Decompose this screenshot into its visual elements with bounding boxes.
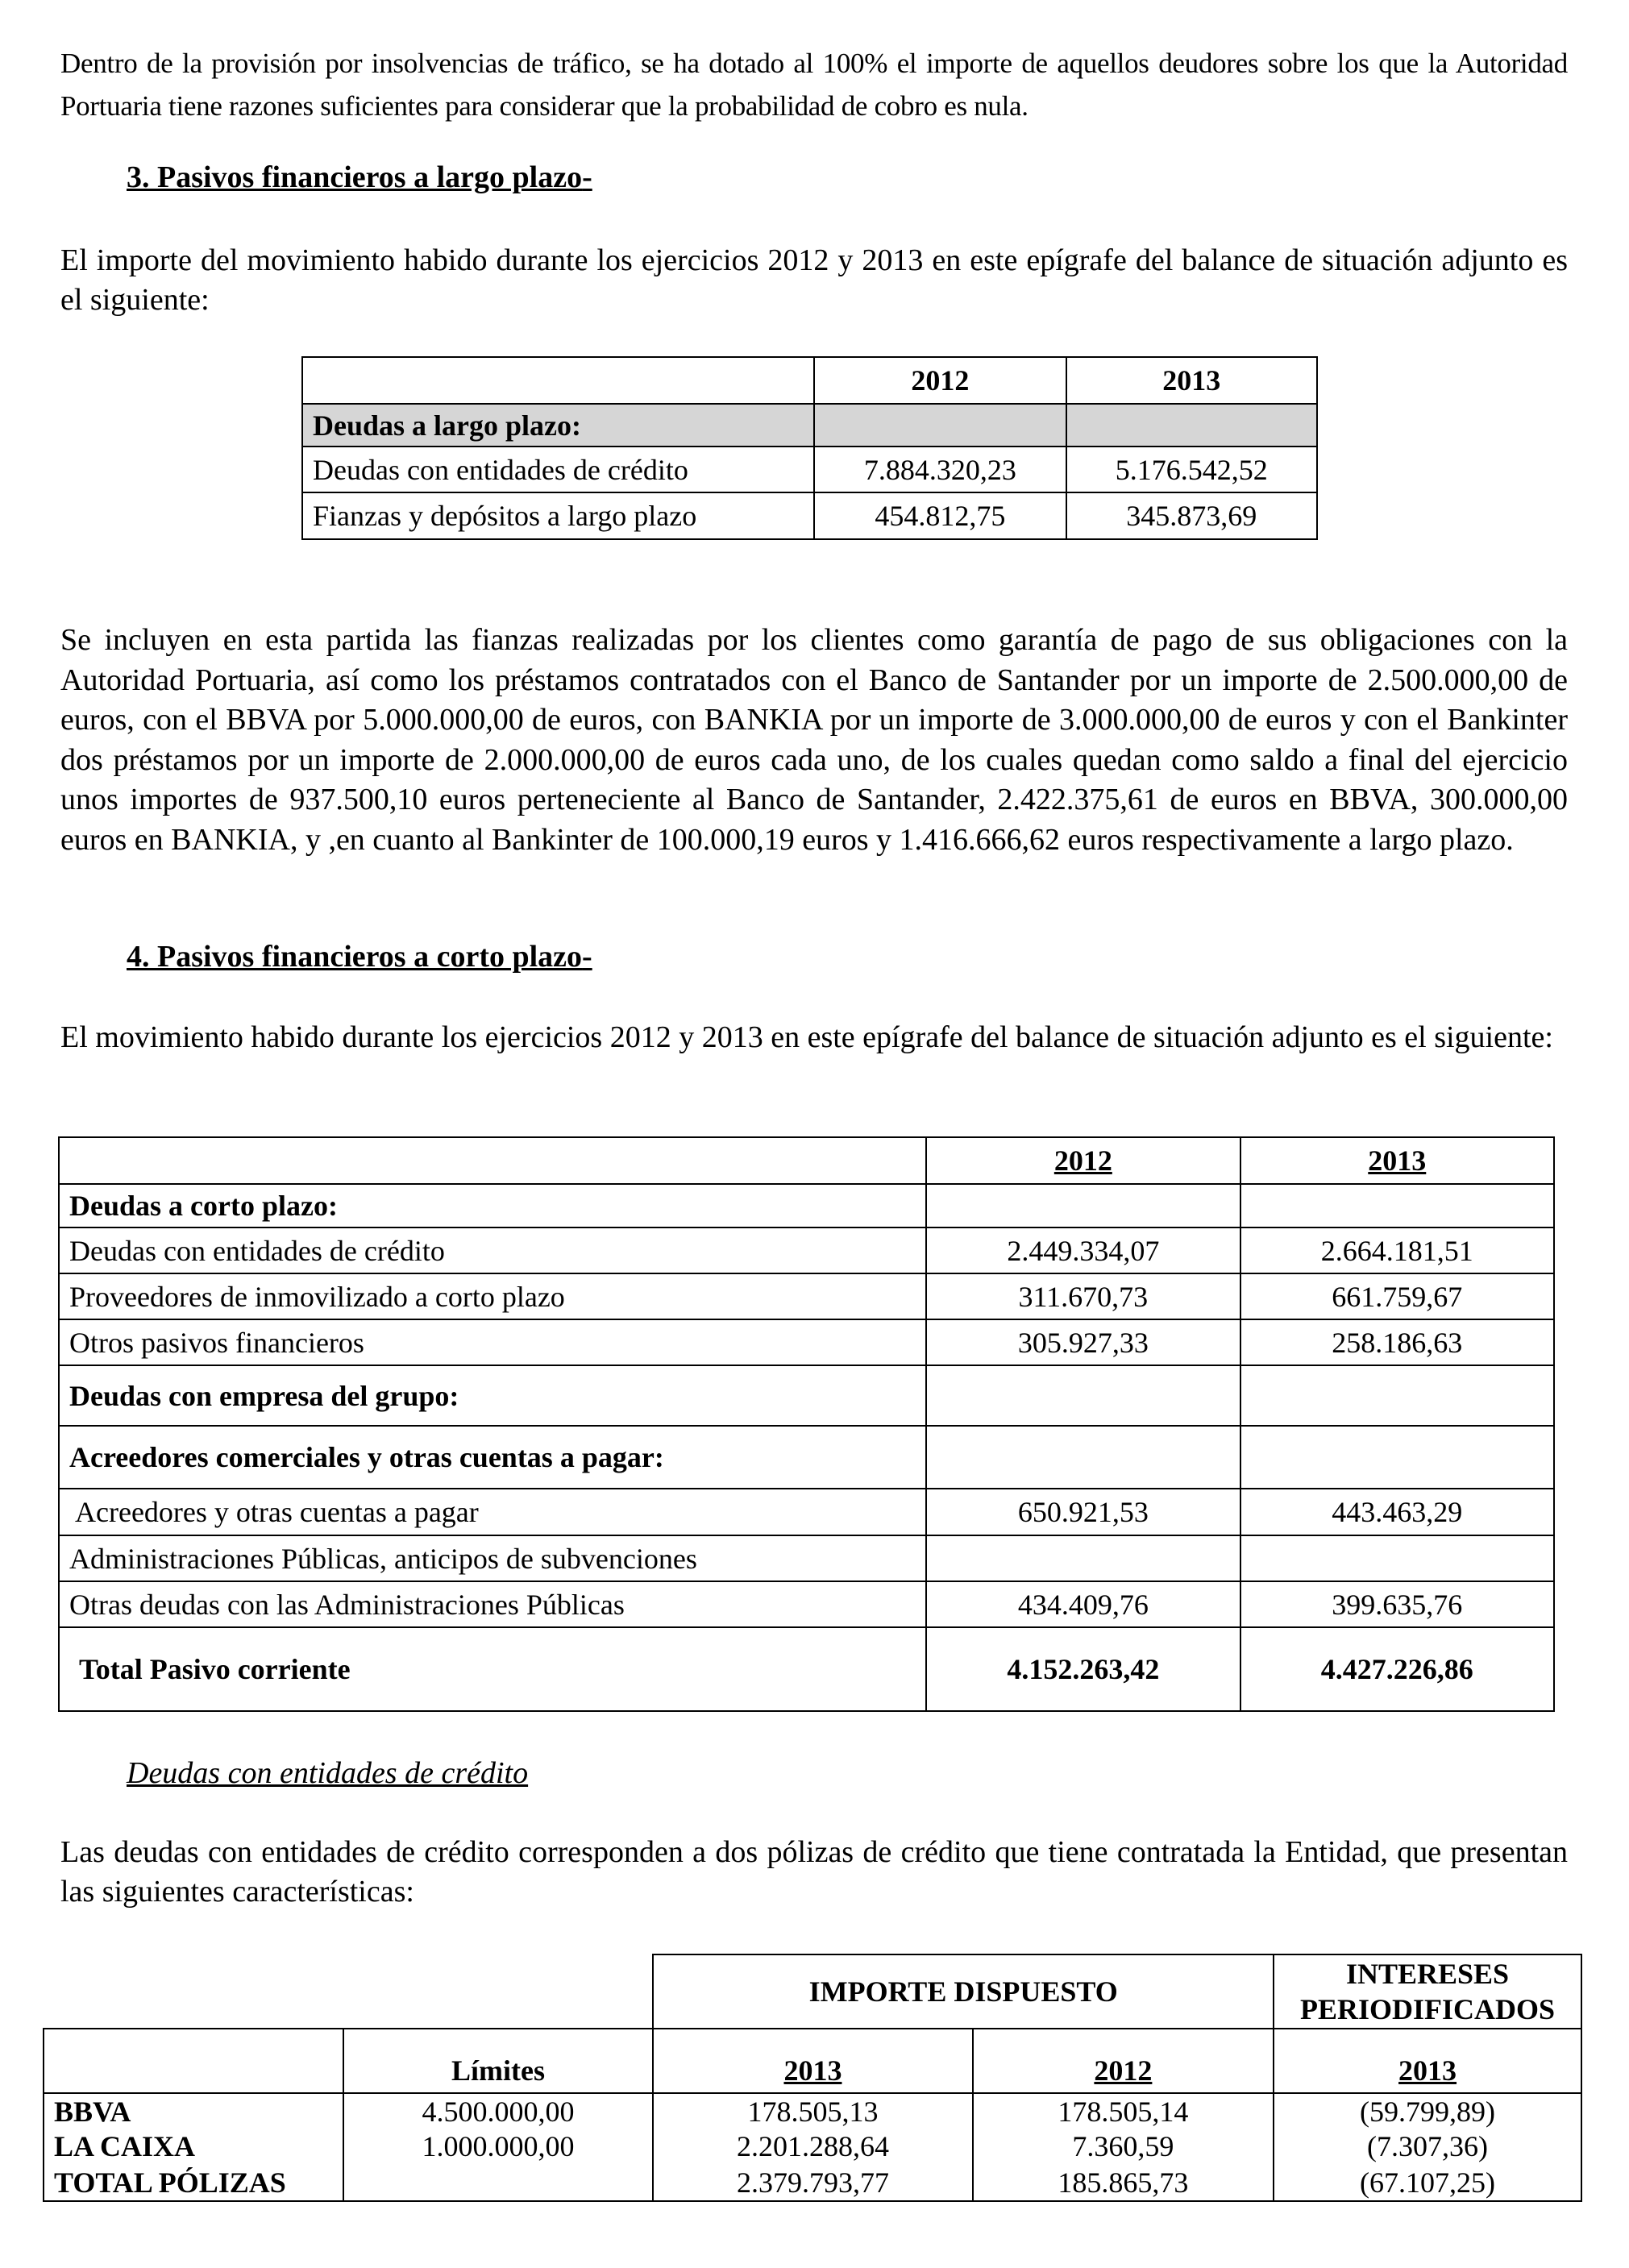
row-label: Otros pasivos financieros [59,1319,926,1365]
importe-dispuesto-header: IMPORTE DISPUESTO [653,1954,1274,2029]
total-value-2012: 4.152.263,42 [926,1627,1240,1711]
blank-cell [343,1954,653,2029]
row-value-2013 [1240,1535,1554,1581]
table-row [59,1184,1554,1227]
header-2012: 2012 [926,1137,1240,1184]
col-2013-header: 2013 [653,2029,972,2093]
section4-paragraph: El movimiento habido durante los ejercicios 2012 y 2013 en este epígrafe del balance de situación adjunto es el siguiente: [60,1020,1553,1054]
table-row [59,1535,1554,1581]
total-label: Total Pasivo corriente [59,1627,926,1711]
row-dispuesto-2013: 178.505,13 [653,2093,972,2129]
row-dispuesto-2012: 7.360,59 [973,2129,1274,2164]
row-label: LA CAIXA [44,2129,343,2164]
col-2012-header: 2012 [973,2029,1274,2093]
row-value-2013 [1240,1184,1554,1227]
header-2013: 2013 [1066,357,1317,404]
row-dispuesto-2013: 2.201.288,64 [653,2129,972,2164]
group-label: Deudas a largo plazo: [302,404,814,447]
credit-entities-subheading: Deudas con entidades de crédito [127,1756,529,1790]
table-row [59,1426,1554,1489]
total-label: TOTAL PÓLIZAS [44,2164,343,2201]
row-value-2013 [1240,1426,1554,1489]
row-intereses-2013: (7.307,36) [1274,2129,1581,2164]
row-value-2013: 399.635,76 [1240,1581,1554,1627]
row-label: Deudas con entidades de crédito [302,447,814,492]
table-row [59,1365,1554,1426]
header-2012: 2012 [814,357,1066,404]
row-value-2012 [926,1365,1240,1426]
row-label: Proveedores de inmovilizado a corto plazo [59,1273,926,1319]
intereses-header: INTERESES PERIODIFICADOS [1274,1954,1581,2029]
row-value-2012 [926,1426,1240,1489]
table-row [44,2093,1581,2129]
row-value-2012: 434.409,76 [926,1581,1240,1627]
short-term-debt-table [58,1136,1555,1712]
limites-header: Límites [343,2029,653,2093]
row-label: Deudas con entidades de crédito [59,1227,926,1273]
row-value-2013: 443.463,29 [1240,1489,1554,1535]
table-row-total [44,2164,1581,2201]
section3-heading: 3. Pasivos financieros a largo plazo- [127,160,592,194]
table-row [59,1319,1554,1365]
table-row-total [59,1627,1554,1711]
table-row [44,2129,1581,2164]
table-row [59,1581,1554,1627]
row-value-2012: 650.921,53 [926,1489,1240,1535]
row-value-2013: 661.759,67 [1240,1273,1554,1319]
row-intereses-2013: (59.799,89) [1274,2093,1581,2129]
table-row [302,447,1317,492]
row-value-2012 [926,1535,1240,1581]
row-value-2012: 7.884.320,23 [814,447,1066,492]
header-empty-cell [59,1137,926,1184]
row-limite: 1.000.000,00 [343,2129,653,2164]
row-value-2012 [926,1184,1240,1227]
table-row [59,1489,1554,1535]
row-label: Fianzas y depósitos a largo plazo [302,492,814,539]
total-dispuesto-2013: 2.379.793,77 [653,2164,972,2201]
row-label: Acreedores comerciales y otras cuentas a pagar: [59,1426,926,1489]
row-value-2012: 454.812,75 [814,492,1066,539]
row-label: BBVA [44,2093,343,2129]
intro-paragraph: Dentro de la provisión por insolvencias de tráfico, se ha dotado al 100% el importe de aquellos deudores sobre los que la Autoridad Portuaria tiene razones suficientes para considerar que la probabilidad de cobro es nula. [60,48,1568,122]
row-label: Otras deudas con las Administraciones Públicas [59,1581,926,1627]
table-row [59,1227,1554,1273]
row-label: Acreedores y otras cuentas a pagar [59,1489,926,1535]
section3-paragraph: El importe del movimiento habido durante los ejercicios 2012 y 2013 en este epígrafe del balance de situación adjunto es el siguiente: [60,243,1568,317]
col-int-2013-header: 2013 [1274,2029,1581,2093]
row-value-2012: 311.670,73 [926,1273,1240,1319]
header-2013: 2013 [1240,1137,1554,1184]
long-term-debt-table [301,356,1318,540]
row-value-2013: 345.873,69 [1066,492,1317,539]
group-empty-2012 [814,404,1066,447]
row-value-2013: 2.664.181,51 [1240,1227,1554,1273]
total-limite [343,2164,653,2201]
blank-cell [44,1954,343,2029]
section3-paragraph2: Se incluyen en esta partida las fianzas realizadas por los clientes como garantía de pago de sus obligaciones con la Autoridad Portuaria, así como los préstamos contratados con el Banco de Santander por un importe de 2.500.000,00 de euros, con el BBVA por 5.000.000,00 de euros, con BANKIA por un importe de 3.000.000,00 de euros y con el Bankinter dos préstamos por un importe de 2.000.000,00 de euros cada uno, de los cuales quedan como saldo a final del ejercicio unos importes de 937.500,10 euros perteneciente al Banco de Santander, 2.422.375,61 de euros en BBVA, 300.000,00 euros en BANKIA, y ,en cuanto al Bankinter de 100.000,19 euros y 1.416.666,62 euros respectivamente a largo plazo. [60,623,1568,857]
table-row [59,1273,1554,1319]
total-value-2013: 4.427.226,86 [1240,1627,1554,1711]
total-dispuesto-2012: 185.865,73 [973,2164,1274,2201]
row-value-2012: 2.449.334,07 [926,1227,1240,1273]
row-label: Administraciones Públicas, anticipos de subvenciones [59,1535,926,1581]
blank-cell [44,2029,343,2093]
row-value-2013: 5.176.542,52 [1066,447,1317,492]
row-dispuesto-2012: 178.505,14 [973,2093,1274,2129]
row-limite: 4.500.000,00 [343,2093,653,2129]
row-label: Deudas con empresa del grupo: [59,1365,926,1426]
table-row [302,492,1317,539]
section4-paragraph2: Las deudas con entidades de crédito corresponden a dos pólizas de crédito que tiene contratada la Entidad, que presentan las siguientes características: [60,1835,1568,1909]
group-empty-2013 [1066,404,1317,447]
row-label: Deudas a corto plazo: [59,1184,926,1227]
credit-policies-table [43,1954,1582,2202]
row-value-2013: 258.186,63 [1240,1319,1554,1365]
row-value-2012: 305.927,33 [926,1319,1240,1365]
total-intereses-2013: (67.107,25) [1274,2164,1581,2201]
row-value-2013 [1240,1365,1554,1426]
section4-heading: 4. Pasivos financieros a corto plazo- [127,940,592,974]
header-empty-cell [302,357,814,404]
